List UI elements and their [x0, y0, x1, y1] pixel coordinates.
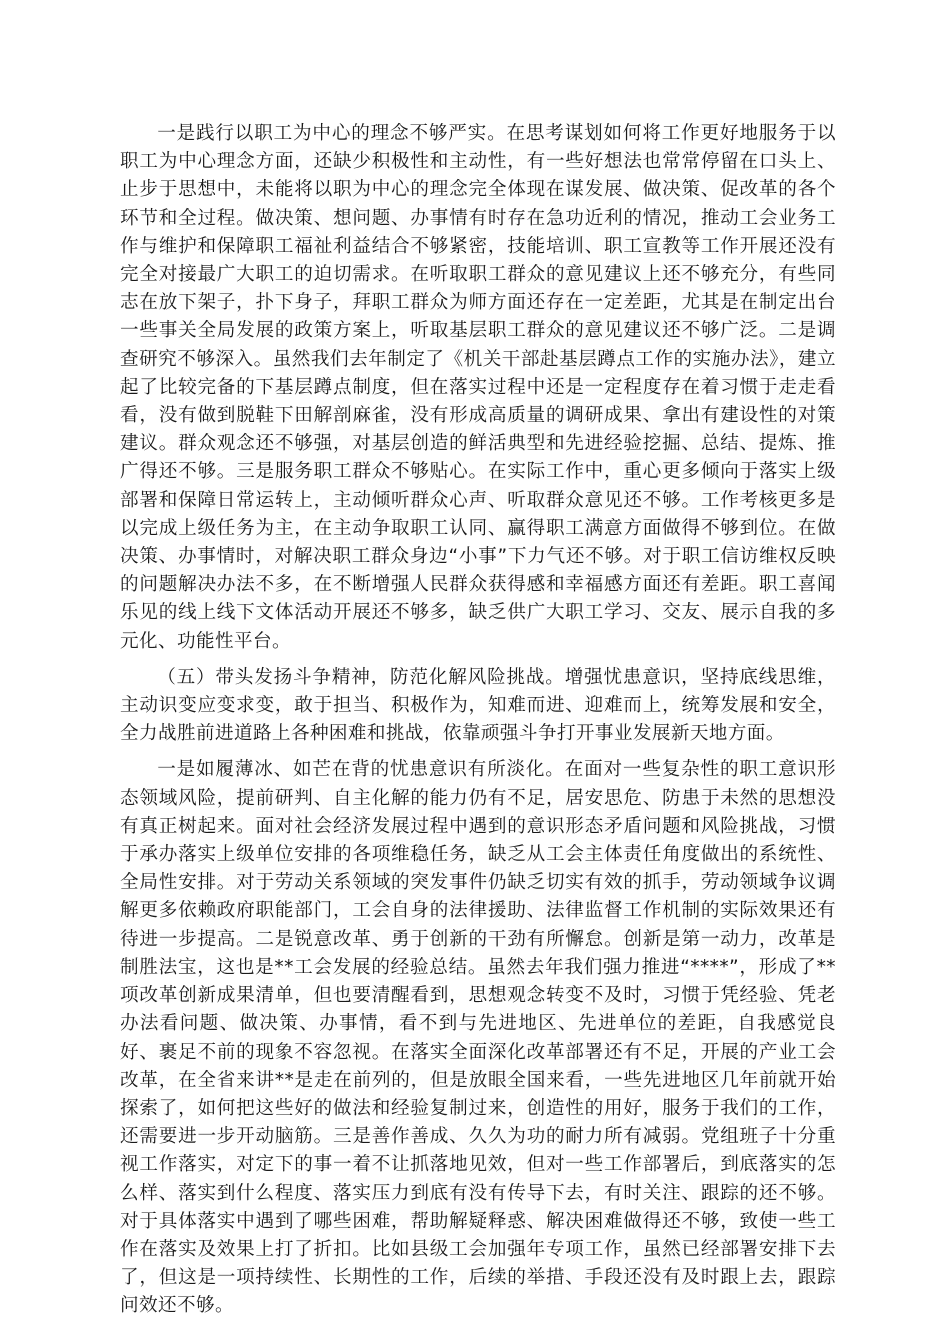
paragraph-section-five-heading: （五）带头发扬斗争精神，防范化解风险挑战。增强忧患意识，坚持底线思维，主动识变应变求变，敢于担当、积极作为，知难而进、迎难而上，统筹发展和安全，全力战胜前进道路上各种困难和挑战，依靠顽强斗争打开事业发展新天地方面。 [120, 666, 836, 745]
paragraph-risk-awareness: 一是如履薄冰、如芒在背的忧患意识有所淡化。在面对一些复杂性的职工意识形态领域风险，提前研判、自主化解的能力仍有不足，居安思危、防患于未然的思想没有真正树起来。面对社会经济发展过程中遇到的意识形态矛盾问题和风险挑战，习惯于承办落实上级单位安排的各项维稳任务，缺乏从工会主体责任角度做出的系统性、全局性安排。对于劳动关系领域的突发事件仍缺乏切实有效的抓手，劳动领域争议调解更多依赖政府职能部门，工会自身的法律援助、法律监督工作机制的实际效果还有待进一步提高。二是锐意改革、勇于创新的干劲有所懈怠。创新是第一动力，改革是制胜法宝，这也是**工会发展的经验总结。虽然去年我们强力推进“****”，形成了**项改革创新成果清单，但也要清醒看到，思想观念转变不及时，习惯于凭经验、凭老办法看问题、做决策、办事情，看不到与先进地区、先进单位的差距，自我感觉良好、裹足不前的现象不容忽视。在落实全面深化改革部署还有不足，开展的产业工会改革，在全省来讲**是走在前列的，但是放眼全国来看，一些先进地区几年前就开始探索了，如何把这些好的做法和经验复制过来，创造性的用好，服务于我们的工作，还需要进一步开动脑筋。三是善作善成、久久为功的耐力所有减弱。党组班子十分重视工作落实，对定下的事一着不让抓落地见效，但对一些工作部署后，到底落实的怎么样、落实到什么程度、落实压力到底有没有传导下去，有时关注、跟踪的还不够。对于具体落实中遇到了哪些困难，帮助解疑释惑、解决困难做得还不够，致使一些工作在落实及效果上打了折扣。比如县级工会加强年专项工作，虽然已经部署安排下去了，但这是一项持续性、长期性的工作，后续的举措、手段还没有及时跟上去，跟踪问效还不够。 [120, 759, 836, 1317]
paragraph-practice-worker-centered: 一是践行以职工为中心的理念不够严实。在思考谋划如何将工作更好地服务于以职工为中心理念方面，还缺少积极性和主动性，有一些好想法也常常停留在口头上、止步于思想中，未能将以职为中心的理念完全体现在谋发展、做决策、促改革的各个环节和全过程。做决策、想问题、办事情有时存在急功近利的情况，推动工会业务工作与维护和保障职工福祉利益结合不够紧密，技能培训、职工宣教等工作开展还没有完全对接最广大职工的迫切需求。在听取职工群众的意见建议上还不够充分，有些同志在放下架子，扑下身子，拜职工群众为师方面还存在一定差距，尤其是在制定出台一些事关全局发展的政策方案上，听取基层职工群众的意见建议还不够广泛。二是调查研究不够深入。虽然我们去年制定了《机关干部赴基层蹲点工作的实施办法》，建立起了比较完备的下基层蹲点制度，但在落实过程中还是一定程度存在着习惯于走走看看，没有做到脱鞋下田解剖麻雀，没有形成高质量的调研成果、拿出有建设性的对策建议。群众观念还不够强，对基层创造的鲜活典型和先进经验挖掘、总结、提炼、推广得还不够。三是服务职工群众不够贴心。在实际工作中，重心更多倾向于落实上级部署和保障日常运转上，主动倾听群众心声、听取群众意见还不够。工作考核更多是以完成上级任务为主，在主动争取职工认同、赢得职工满意方面做得不够到位。在做决策、办事情时，对解决职工群众身边“小事”下力气还不够。对于职工信访维权反映的问题解决办法不多，在不断增强人民群众获得感和幸福感方面还有差距。职工喜闻乐见的线上线下文体活动开展还不够多，缺乏供广大职工学习、交友、展示自我的多元化、功能性平台。 [120, 123, 836, 652]
document-body [120, 120, 836, 1321]
